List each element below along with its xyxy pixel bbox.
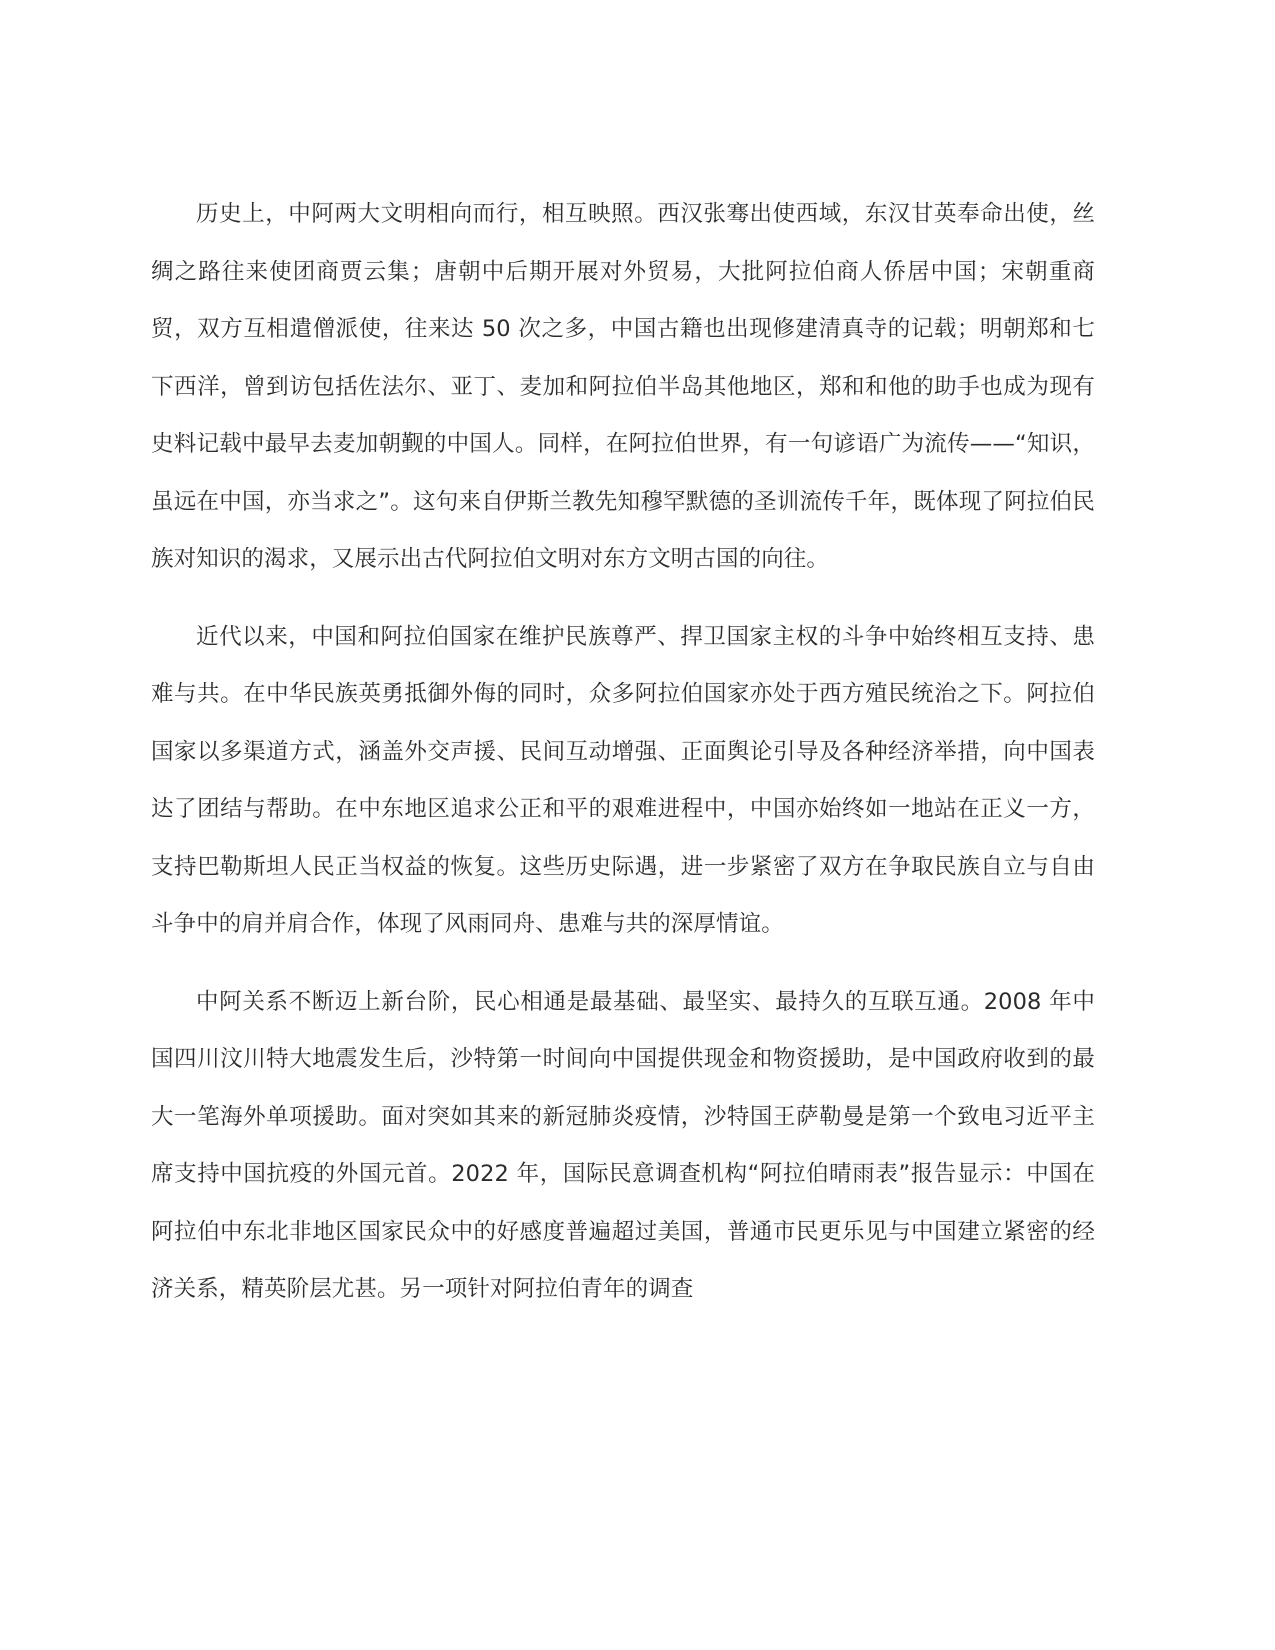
paragraph-modern: 近代以来，中国和阿拉伯国家在维护民族尊严、捍卫国家主权的斗争中始终相互支持、患难与共。在中华民族英勇抵御外侮的同时，众多阿拉伯国家亦处于西方殖民统治之下。阿拉伯国家以多渠道方式，涵盖外交声援、民间互动增强、正面舆论引导及各种经济举措，向中国表达了团结与帮助。在中东地区追求公正和平的艰难进程中，中国亦始终如一地站在正义一方，支持巴勒斯坦人民正当权益的恢复。这些历史际遇，进一步紧密了双方在争取民族自立与自由斗争中的肩并肩合作，体现了风雨同舟、患难与共的深厚情谊。	[151, 623, 1095, 937]
paragraph-relations: 中阿关系不断迈上新台阶，民心相通是最基础、最坚实、最持久的互联互通。2008 年中国四川汶川特大地震发生后，沙特第一时间向中国提供现金和物资援助，是中国政府收到的最大一笔海外单项援助。面对突如其来的新冠肺炎疫情，沙特国王萨勒曼是第一个致电习近平主席支持中国抗疫的外国元首。2022 年，国际民意调查机构“阿拉伯晴雨表”报告显示：中国在阿拉伯中东北非地区国家民众中的好感度普遍超过美国，普通市民更乐见与中国建立紧密的经济关系，精英阶层尤甚。另一项针对阿拉伯青年的调查	[151, 988, 1095, 1302]
document-body	[151, 186, 1095, 1339]
paragraph-history: 历史上，中阿两大文明相向而行，相互映照。西汉张骞出使西域，东汉甘英奉命出使，丝绸之路往来使团商贾云集；唐朝中后期开展对外贸易，大批阿拉伯商人侨居中国；宋朝重商贸，双方互相遣僧派使，往来达 50 次之多，中国古籍也出现修建清真寺的记载；明朝郑和七下西洋，曾到访包括佐法尔、亚丁、麦加和阿拉伯半岛其他地区，郑和和他的助手也成为现有史料记载中最早去麦加朝觐的中国人。同样，在阿拉伯世界，有一句谚语广为流传——“知识，虽远在中国，亦当求之”。这句来自伊斯兰教先知穆罕默德的圣训流传千年，既体现了阿拉伯民族对知识的渴求，又展示出古代阿拉伯文明对东方文明古国的向往。	[151, 201, 1095, 572]
